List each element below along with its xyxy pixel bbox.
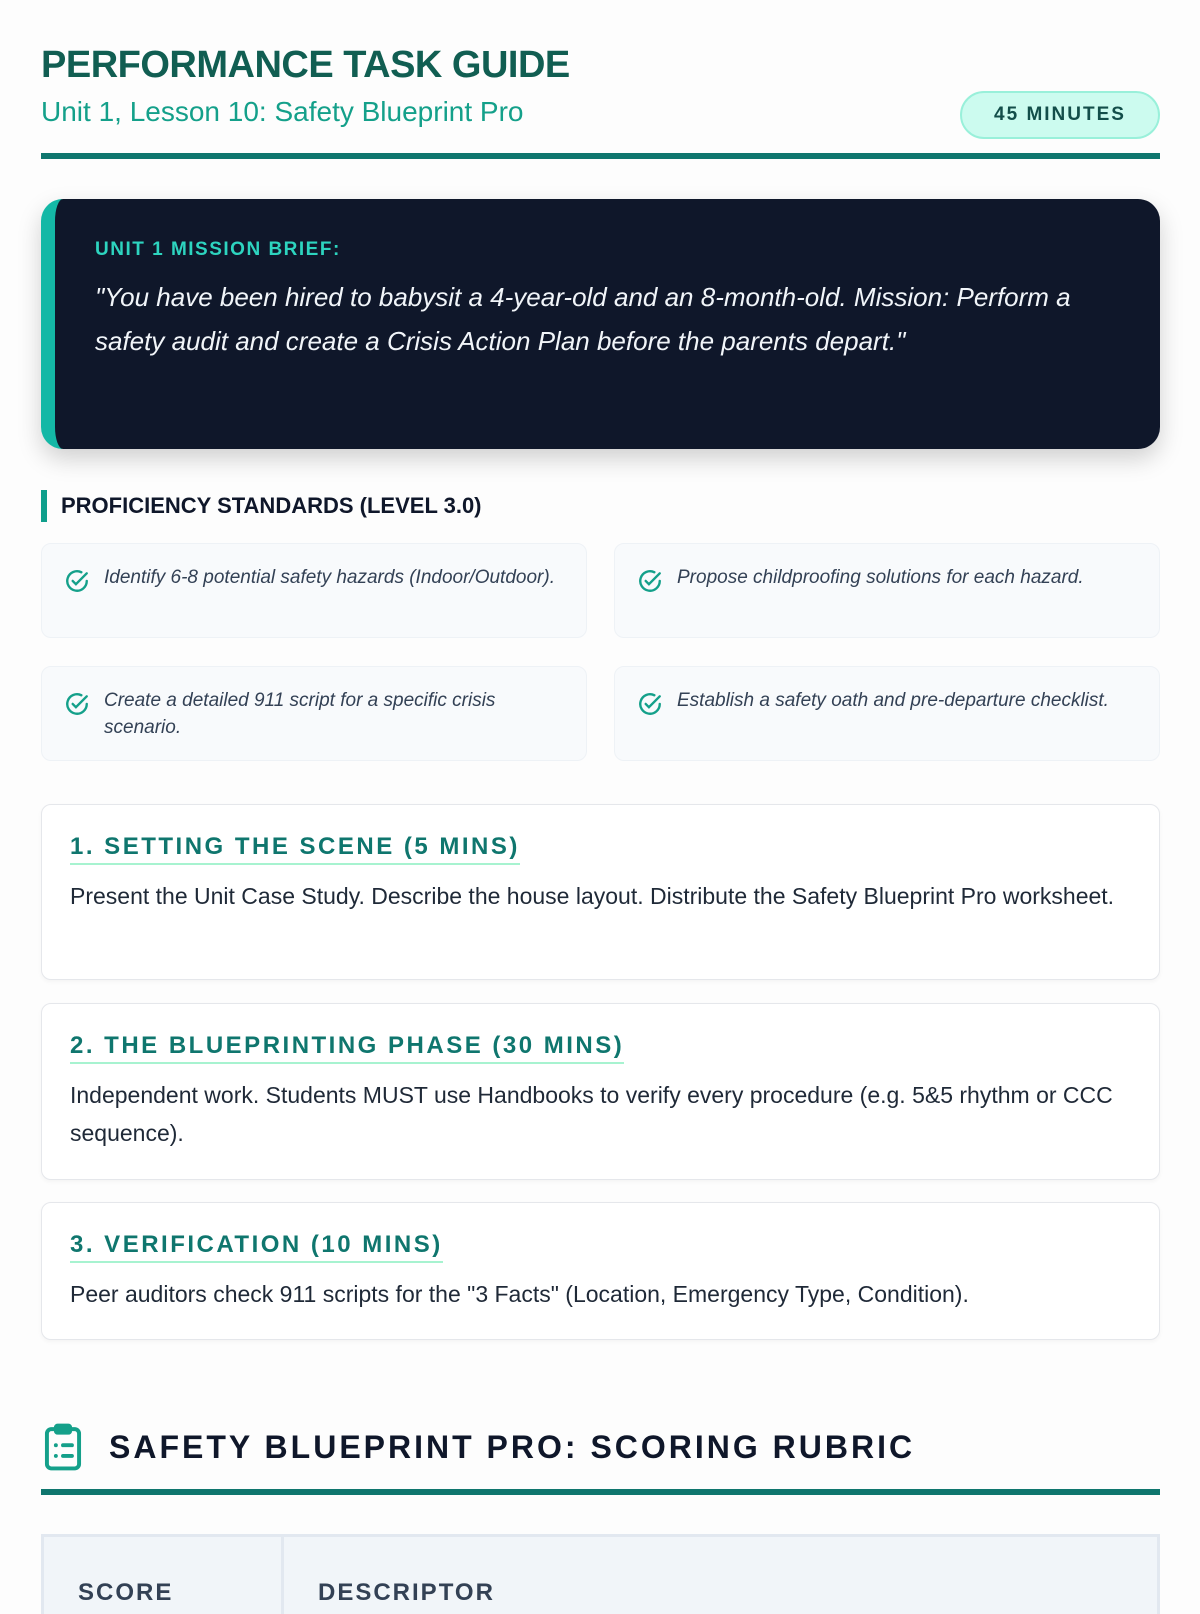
column-header-score: SCORE [44,1537,284,1614]
clipboard-list-icon [41,1422,85,1472]
step-description: Peer auditors check 911 scripts for the "3 Facts" (Location, Emergency Type, Condition). [70,1281,969,1307]
step-card [41,804,1160,980]
step-description: Present the Unit Case Study. Describe the house layout. Distribute the Safety Blueprint Pro worksheet. [70,883,1115,909]
standard-text: Identify 6-8 potential safety hazards (Indoor/Outdoor). [104,567,555,588]
rubric-heading [41,1422,915,1472]
lesson-subtitle: Unit 1, Lesson 10: Safety Blueprint Pro [41,96,524,127]
standards-heading: PROFICIENCY STANDARDS (LEVEL 3.0) [41,490,482,522]
standard-card [41,666,587,761]
step-description: Independent work. Students MUST use Handbooks to verify every procedure (e.g. 5&5 rhythm or CCC sequence). [70,1082,1113,1146]
header-divider [41,153,1160,159]
rubric-table-header [41,1534,1160,1614]
rubric-title: SAFETY BLUEPRINT PRO: SCORING RUBRIC [109,1428,916,1465]
check-circle-icon [637,569,663,595]
standard-card [614,543,1160,638]
step-card [41,1003,1160,1180]
mission-brief-quote: "You have been hired to babysit a 4-year-old and an 8-month-old. Mission: Perform a safety audit and create a Crisis Action Plan before the parents depart." [95,282,1071,356]
step-title: 2. THE BLUEPRINTING PHASE (30 MINS) [70,1032,624,1064]
check-circle-icon [64,692,90,718]
duration-badge: 45 MINUTES [960,91,1160,139]
step-title: 1. SETTING THE SCENE (5 MINS) [70,833,520,865]
standard-text: Propose childproofing solutions for each hazard. [677,567,1084,588]
rubric-divider [41,1489,1160,1495]
standard-card [614,666,1160,761]
check-circle-icon [637,692,663,718]
column-header-descriptor: DESCRIPTOR [318,1579,495,1606]
standard-text: Establish a safety oath and pre-departure checklist. [677,690,1109,711]
mission-brief-label: UNIT 1 MISSION BRIEF: [95,239,341,260]
check-circle-icon [64,569,90,595]
step-card [41,1202,1160,1340]
step-title: 3. VERIFICATION (10 MINS) [70,1231,443,1263]
page-title: PERFORMANCE TASK GUIDE [41,44,570,86]
standard-text: Create a detailed 911 script for a specific crisis scenario. [104,690,496,738]
standard-card [41,543,587,638]
mission-brief [41,199,1160,449]
